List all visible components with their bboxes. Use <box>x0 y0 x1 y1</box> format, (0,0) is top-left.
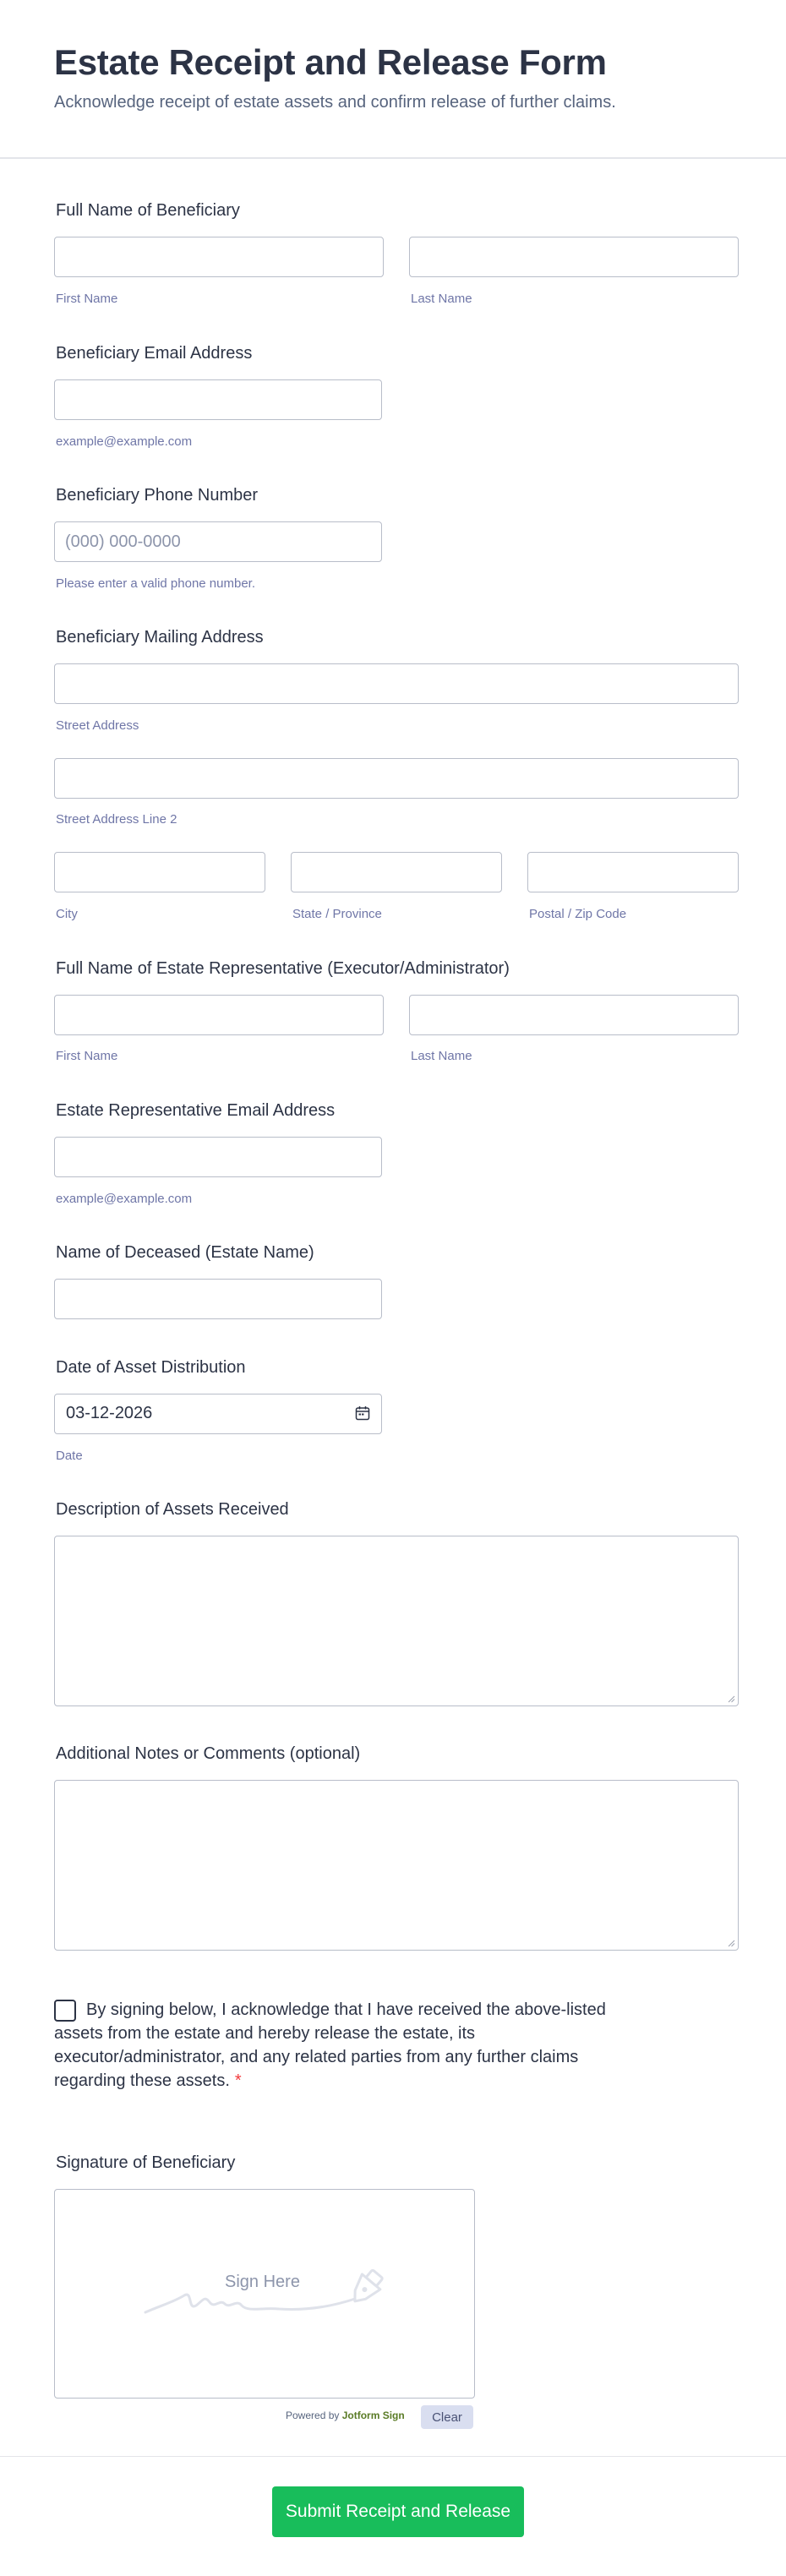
clear-signature-button[interactable]: Clear <box>421 2405 473 2429</box>
beneficiary-phone-sublabel: Please enter a valid phone number. <box>56 576 255 591</box>
beneficiary-last-name-input[interactable] <box>409 237 739 277</box>
representative-email-label: Estate Representative Email Address <box>56 1101 336 1120</box>
submit-button[interactable]: Submit Receipt and Release <box>272 2486 524 2537</box>
street-address-line2-sublabel: Street Address Line 2 <box>56 812 177 827</box>
representative-first-name-input[interactable] <box>54 995 384 1035</box>
state-province-input[interactable] <box>291 852 502 892</box>
beneficiary-name-label: Full Name of Beneficiary <box>56 201 240 220</box>
powered-by-prefix: Powered by <box>286 2410 340 2421</box>
beneficiary-phone-input[interactable] <box>54 521 382 562</box>
beneficiary-email-sublabel: example@example.com <box>56 434 193 449</box>
beneficiary-first-name-input[interactable] <box>54 237 384 277</box>
signature-label: Signature of Beneficiary <box>56 2153 236 2172</box>
consent-statement: By signing below, I acknowledge that I have received the above-listed assets from the estate and hereby release the estate, its executor/administrator, and any related parties from any further claims regarding these assets. <box>54 2000 606 2090</box>
postal-zip-input[interactable] <box>527 852 739 892</box>
distribution-date-label: Date of Asset Distribution <box>56 1358 246 1377</box>
form-header <box>0 0 786 159</box>
postal-zip-sublabel: Postal / Zip Code <box>529 907 627 921</box>
beneficiary-phone-label: Beneficiary Phone Number <box>56 486 259 505</box>
calendar-icon[interactable] <box>355 1405 370 1421</box>
distribution-date-value: 03-12-2026 <box>66 1404 153 1422</box>
distribution-date-sublabel: Date <box>56 1449 83 1463</box>
beneficiary-first-name-sublabel: First Name <box>56 292 118 306</box>
representative-first-name-sublabel: First Name <box>56 1049 118 1063</box>
city-input[interactable] <box>54 852 265 892</box>
notes-textarea[interactable] <box>54 1780 739 1951</box>
powered-by-text <box>286 2410 405 2421</box>
footer-divider <box>0 2456 786 2457</box>
beneficiary-email-label: Beneficiary Email Address <box>56 344 253 363</box>
city-sublabel: City <box>56 907 78 921</box>
state-province-sublabel: State / Province <box>292 907 382 921</box>
signature-placeholder: Sign Here <box>225 2273 300 2291</box>
representative-last-name-input[interactable] <box>409 995 739 1035</box>
representative-last-name-sublabel: Last Name <box>411 1049 472 1063</box>
resize-grip-icon[interactable] <box>727 1939 735 1947</box>
representative-email-sublabel: example@example.com <box>56 1192 193 1206</box>
representative-name-label: Full Name of Estate Representative (Executor/Administrator) <box>56 959 510 978</box>
notes-label: Additional Notes or Comments (optional) <box>56 1744 361 1763</box>
deceased-name-label: Name of Deceased (Estate Name) <box>56 1243 314 1262</box>
jotform-sign-brand: Jotform Sign <box>341 2410 405 2421</box>
form-title: Estate Receipt and Release Form <box>54 42 607 82</box>
street-address-line2-input[interactable] <box>54 758 739 799</box>
street-address-input[interactable] <box>54 663 739 704</box>
beneficiary-last-name-sublabel: Last Name <box>411 292 472 306</box>
street-address-sublabel: Street Address <box>56 718 139 733</box>
deceased-name-input[interactable] <box>54 1279 382 1319</box>
mailing-address-label: Beneficiary Mailing Address <box>56 628 264 647</box>
resize-grip-icon[interactable] <box>727 1695 735 1703</box>
beneficiary-email-input[interactable] <box>54 379 382 420</box>
assets-description-label: Description of Assets Received <box>56 1500 289 1519</box>
assets-description-textarea[interactable] <box>54 1536 739 1706</box>
consent-text <box>54 1998 646 2093</box>
required-mark: * <box>234 2071 242 2090</box>
representative-email-input[interactable] <box>54 1137 382 1177</box>
form-subtitle: Acknowledge receipt of estate assets and confirm release of further claims. <box>54 93 616 112</box>
